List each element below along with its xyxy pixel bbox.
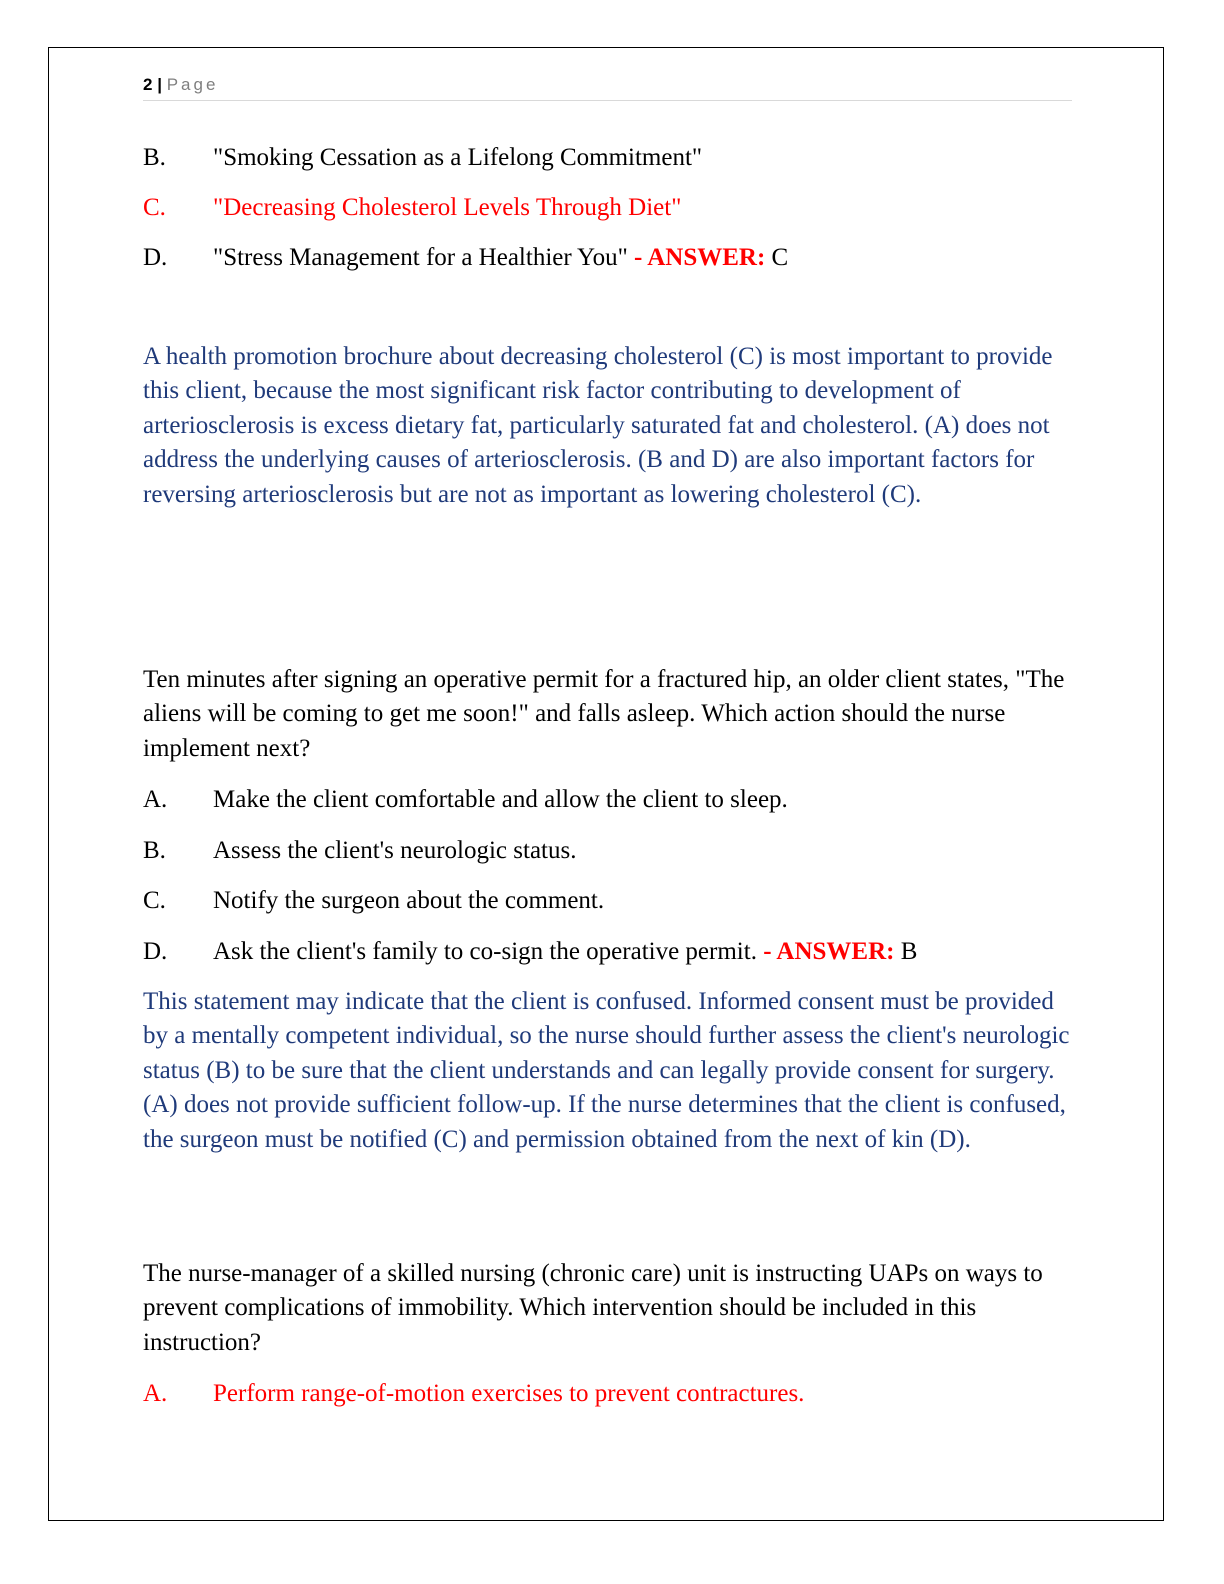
option-letter: C. [143,194,166,221]
option-text: Ask the client's family to co-sign the operative permit. [213,938,757,965]
option-text-with-answer [213,937,917,967]
option-text-with-answer [213,243,788,273]
option-letter: D. [143,244,168,271]
page-number: 2 [143,75,153,94]
option-text: "Smoking Cessation as a Lifelong Commitment" [213,144,703,171]
question-3: The nurse-manager of a skilled nursing (chronic care) unit is instructing UAPs on ways to prevent complications of immobility. Which intervention should be included in this instruction? [143,1260,1043,1356]
question-2: Ten minutes after signing an operative permit for a fractured hip, an older client states, "The aliens will be coming to get me soon!" and falls asleep. Which action should the nurse implement next? [143,666,1065,762]
rationale-1: A health promotion brochure about decreasing cholesterol (C) is most important to provide this client, because the most significant risk factor contributing to development of arteriosclerosis is excess dietary fat, particularly saturated fat and cholesterol. (A) does not address the underlying causes of arteriosclerosis. (B and D) are also important factors for reversing arteriosclerosis but are not as important as lowering cholesterol (C). [143,343,1053,508]
option-letter: A. [143,1380,168,1407]
option-text: Notify the surgeon about the comment. [213,887,605,914]
header-separator: | [157,75,162,94]
header-rule [143,100,1072,101]
answer-label: - ANSWER: [634,244,766,271]
answer-value: C [771,244,789,271]
page-header [143,74,1072,96]
option-letter: A. [143,786,168,813]
rationale-2: This statement may indicate that the client is confused. Informed consent must be provided by a mentally competent individual, so the nurse should further assess the client's neurologic status (B) to be sure that the client understands and can legally provide consent for surgery. (A) does not provide sufficient follow-up. If the nurse determines that the client is confused, the surgeon must be notified (C) and permission obtained from the next of kin (D). [143,988,1070,1153]
page-label: Page [166,75,219,94]
answer-label: - ANSWER: [763,938,895,965]
option-text: "Stress Management for a Healthier You" [213,244,628,271]
option-text: Assess the client's neurologic status. [213,837,577,864]
option-text: Make the client comfortable and allow the client to sleep. [213,786,788,813]
option-text: "Decreasing Cholesterol Levels Through Diet" [213,194,682,221]
option-text: Perform range-of-motion exercises to prevent contractures. [213,1380,805,1407]
answer-value: B [900,938,918,965]
option-letter: B. [143,837,166,864]
option-letter: C. [143,887,166,914]
option-letter: B. [143,144,166,171]
option-letter: D. [143,938,168,965]
